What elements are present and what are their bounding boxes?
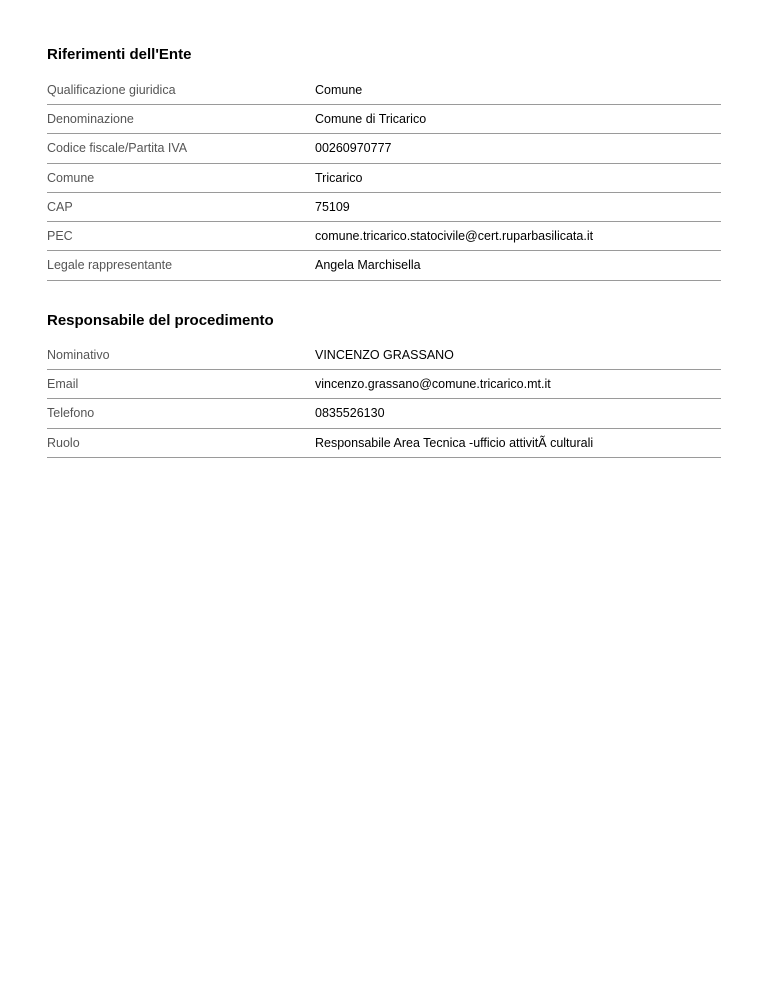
table-row [47,251,721,280]
table-row [47,370,721,399]
table-row [47,76,721,105]
table-row [47,193,721,222]
field-value: Responsabile Area Tecnica -ufficio attivitÃ culturali [315,435,594,450]
field-value: 00260970777 [315,141,392,156]
field-label: Codice fiscale/Partita IVA [47,141,188,156]
section-title-responsabile: Responsabile del procedimento [47,312,274,329]
table-row [47,341,721,370]
table-row [47,134,721,163]
field-value: 75109 [315,199,350,214]
responsabile-details-table [47,341,721,458]
field-label: Nominativo [47,348,110,362]
phone-value: 0835526130 [315,406,385,421]
field-label: Ruolo [47,435,80,450]
table-row [47,399,721,428]
field-label: Qualificazione giuridica [47,83,176,97]
section-title-ente: Riferimenti dell'Ente [47,46,192,63]
ente-details-table [47,76,721,281]
field-label: Denominazione [47,112,134,126]
field-label: Email [47,377,79,391]
email-value: vincenzo.grassano@comune.tricarico.mt.it [315,377,551,391]
field-value: Tricarico [315,170,363,185]
table-row [47,164,721,193]
table-row [47,105,721,134]
field-label: PEC [47,229,73,244]
field-label: Legale rappresentante [47,258,173,273]
field-value: VINCENZO GRASSANO [315,348,454,362]
field-label: Telefono [47,406,95,421]
field-value: Comune [315,83,363,97]
table-row [47,429,721,458]
field-label: Comune [47,170,95,185]
field-value: Comune di Tricarico [315,112,427,126]
field-label: CAP [47,199,73,214]
table-row [47,222,721,251]
pec-value: comune.tricarico.statocivile@cert.ruparbasilicata.it [315,229,594,244]
field-value: Angela Marchisella [315,258,421,273]
